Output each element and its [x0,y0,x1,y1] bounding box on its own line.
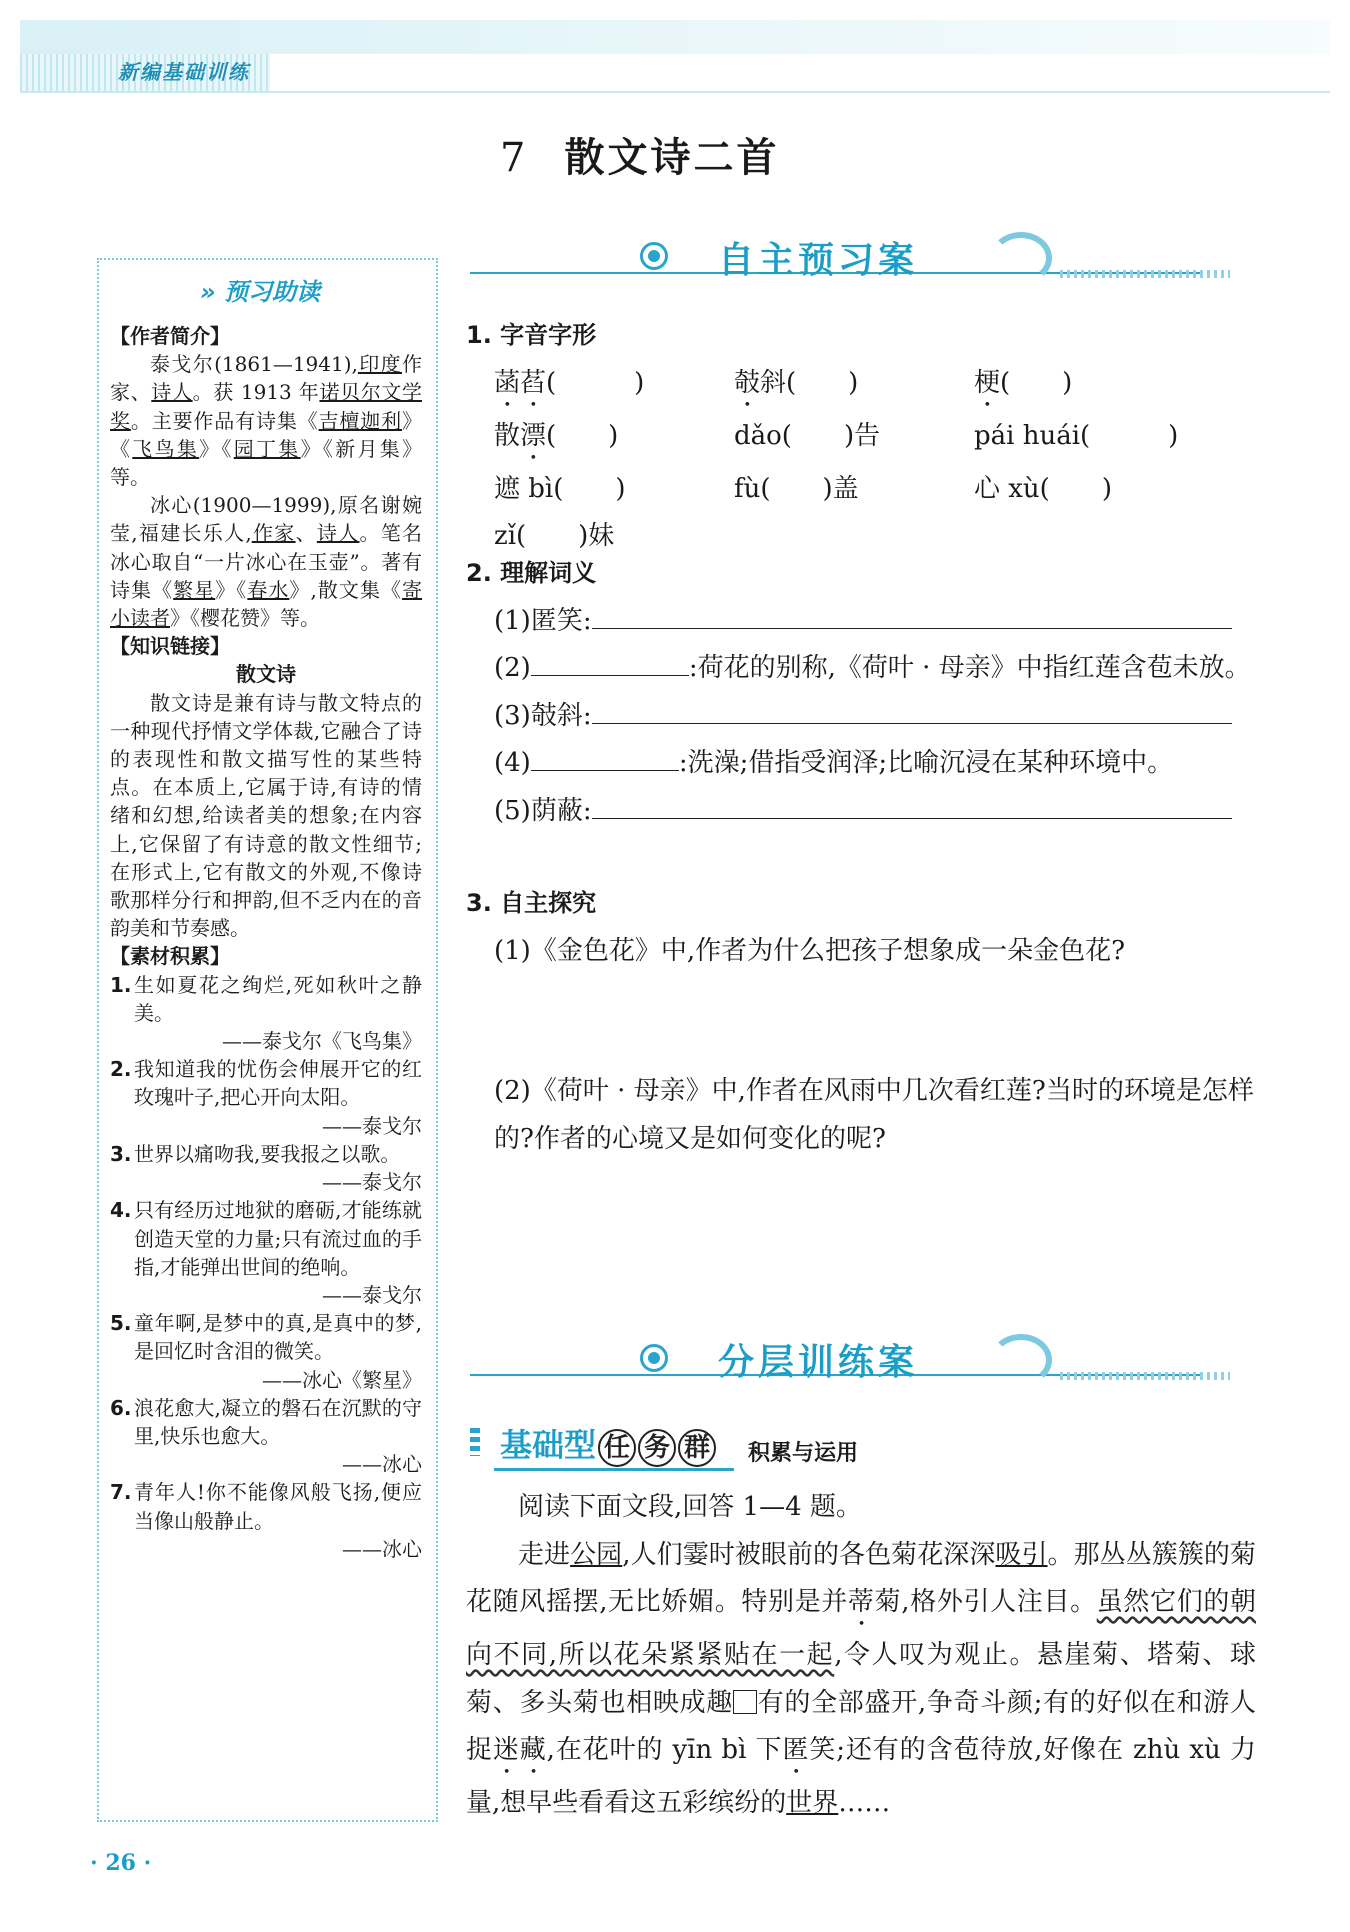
quote-row [110,1196,422,1281]
quote-number: 6. [110,1395,132,1420]
passage-seg: ,人们霎时被眼前的各色菊花深深 [622,1539,996,1570]
q1-cell [494,360,734,413]
q1-dotted-char: 漂 [520,420,547,451]
quote-item [110,1140,422,1196]
passage-intro: 阅读下面文段,回答 1—4 题。 [518,1492,862,1522]
quote-row [110,1394,422,1450]
quote-text: 童年啊,是梦中的真,是真中的梦,是回忆时含泪的微笑。 [134,1311,422,1364]
quote-source: ——冰心《繁星》 [262,1367,422,1392]
author-underlined: 园丁集 [233,436,301,461]
answer-blank[interactable] [592,628,1232,629]
q1-cell-text: dǎo( )告 [734,420,881,451]
lesson-title [500,126,779,183]
answer-blank[interactable] [531,770,679,771]
sidebar-body [110,322,422,1563]
passage-dotted: 匿 [782,1735,810,1765]
quote-item [110,1478,422,1563]
q2-item-1-text: (1)匿笑: [494,605,592,636]
material-label: 【素材积累】 [110,944,230,969]
lesson-number: 7 [500,135,529,181]
knowledge-text: 散文诗是兼有诗与散文特点的一种现代抒情文学体裁,它融合了诗的表现性和散文描写性的某些特点。在本质上,它属于诗,有诗的情绪和幻想,给读者美的想象;在内容上,它保留了有诗意的散文性细节;在形式上,它有散文的外观,不像诗歌那样分行和押韵,但不乏内在的音韵美和节奏感。 [110,690,422,941]
quote-text: 我知道我的忧伤会伸展开它的红玫瑰叶子,把心开向太阳。 [134,1057,422,1110]
circled-char: 务 [638,1429,676,1467]
quote-text: 只有经历过地狱的磨砺,才能练就创造天堂的力量;只有流过血的手指,才能弹出世间的绝响。 [134,1198,422,1279]
quote-number: 2. [110,1057,132,1082]
q1-cell [734,413,974,466]
quote-number: 7. [110,1480,132,1505]
q1-title: 1. 字音字形 [466,321,597,349]
author-seg: 》,散文集《 [289,577,403,602]
quote-source: ——泰戈尔 [322,1170,422,1195]
task-underline [494,1468,734,1471]
swirl-icon [990,232,1052,284]
author-underlined: 诗人 [316,521,360,546]
quote-row [110,1140,422,1168]
author-underlined: 诗人 [151,380,193,405]
header-band [20,20,1330,54]
author-underlined: 诺贝尔文学奖 [110,380,423,433]
author-seg: 》《 [199,436,234,461]
quote-text: 世界以痛吻我,要我报之以歌。 [134,1141,401,1166]
q1-row [466,413,1256,466]
q1-dotted-char: 攲 [734,367,761,398]
sidebar-heading-text: 预习助读 [223,278,320,306]
passage-underlined: 世界 [786,1788,839,1818]
author-seg: 。笔名冰心取自“一片冰心在玉壶”。著有诗集《 [110,521,423,602]
passage-dotted: 迷藏 [492,1735,547,1765]
q1-cell-text: 心 xù( ) [974,473,1112,504]
quote-item [110,1055,422,1140]
quote-item [110,971,422,1056]
quote-text: 浪花愈大,凝立的磐石在沉默的守里,快乐也愈大。 [134,1395,422,1448]
author-seg: 》《 [110,408,423,461]
quote-item [110,1196,422,1309]
q1-cell [974,360,1214,413]
q1-cell [974,466,1214,514]
task-subtitle: 积累与运用 [748,1441,859,1466]
question-3 [466,880,1256,975]
author-tagore [110,350,422,491]
quote-text: 青年人!你不能像风般飞扬,便应当像山般静止。 [134,1480,422,1533]
q1-cell [494,413,734,466]
series-name: 新编基础训练 [118,60,250,84]
q1-cell-text: ( ) [546,367,645,398]
author-seg: 》《新月集》等。 [110,436,423,490]
magnifier-icon [640,1344,668,1372]
sidebar-heading [200,272,320,307]
q2-title: 2. 理解词义 [466,559,597,587]
banner-label: 自主预习案 [718,240,919,281]
quote-source: ——泰戈尔《飞鸟集》 [222,1029,422,1054]
q3-title: 3. 自主探究 [466,889,597,917]
q2-item-3-text: (3)攲斜: [494,700,592,731]
author-underlined: 飞鸟集 [132,436,200,461]
author-seg: 。主要作品有诗集《 [130,408,319,433]
passage-seg: ,令人叹为观止。悬崖菊、塔菊、球菊、多头菊也相映成趣 [466,1640,1257,1718]
author-underlined: 春水 [247,577,290,602]
passage-seg: 笑;还有的含苞待放,好像在 zhù xù 力量,想早些看看这五彩缤纷的 [466,1735,1256,1818]
q1-cell [734,466,974,514]
passage-underlined: 公园 [570,1539,623,1570]
q2-item-2-num: (2) [494,653,531,683]
quote-number: 4. [110,1198,132,1223]
quote-source: ——泰戈尔 [322,1282,422,1307]
author-underlined: 吉檀迦利 [318,408,403,433]
q1-cell [494,466,734,514]
double-chevron-icon: » [200,278,216,306]
knowledge-title: 散文诗 [236,662,296,687]
q1-cell [734,360,974,413]
passage-seg: ,在花叶的 yīn bì 下 [546,1735,783,1765]
author-label: 【作者简介】 [110,324,230,348]
header-line [20,91,1330,93]
q1-grid [466,360,1256,561]
quote-item [110,1394,422,1479]
q1-row [466,466,1256,514]
page-number: · 26 · [90,1850,152,1876]
quote-source: ——冰心 [342,1536,422,1561]
lesson-title-text: 散文诗二首 [564,134,780,181]
quote-row [110,1309,422,1365]
quote-row [110,1055,422,1111]
q3-item-1: (1)《金色花》中,作者为什么把孩子想象成一朵金色花? [494,935,1126,966]
passage-seg: 。那丛丛簇簇的菊花随风摇摆,无比娇媚。特别是并 [466,1539,1256,1617]
quote-number: 1. [110,972,132,997]
q2-item-5 [466,788,1256,836]
q2-item-4-text: :洗澡;借指受润泽;比喻沉浸在某种环境中。 [678,748,1174,778]
quote-row [110,971,422,1027]
quote-number: 5. [110,1311,132,1336]
author-seg: 泰戈尔(1861—1941), [150,352,358,377]
question-3-2 [466,1068,1256,1163]
magnifier-icon [640,242,668,270]
knowledge-label: 【知识链接】 [110,634,230,659]
q1-cell-text: fù( )盖 [734,473,859,504]
q1-cell-text: ( ) [1000,367,1073,398]
quote-number: 3. [110,1141,132,1166]
quote-source: ——泰戈尔 [322,1113,422,1138]
quote-row [110,1478,422,1534]
author-underlined: 作家 [251,521,296,546]
banner-dots [1060,1372,1230,1380]
q2-item-5-text: (5)荫蔽: [494,795,592,826]
q2-item-2 [466,645,1256,693]
passage-seg: 走进 [518,1539,571,1570]
q1-cell [974,413,1214,466]
passage-dotted: 蒂 [847,1587,875,1617]
q1-cell-text: 遮 bì( ) [494,473,626,504]
banner-dots [1060,270,1230,278]
task-bar-icon [470,1428,480,1456]
reading-passage [466,1484,1256,1828]
passage-seg: 菊,格外引人注目。 [874,1587,1097,1617]
author-bingxin [110,491,422,632]
layered-banner [470,1330,1230,1390]
author-seg: 。获 1913 年 [192,380,320,405]
author-underlined: 印度 [357,352,403,377]
q2-item-3 [466,693,1256,741]
preview-banner [470,228,1230,288]
q2-item-1 [466,598,1256,646]
circled-char: 任 [598,1429,636,1467]
passage-underlined: 吸引 [995,1539,1048,1570]
quote-text: 生如夏花之绚烂,死如秋叶之静美。 [134,972,422,1025]
passage-seg: …… [838,1788,891,1818]
q3-item-2: (2)《荷叶 · 母亲》中,作者在风雨中几次看红莲?当时的环境是怎样的?作者的心境又是如何变化的呢? [494,1076,1254,1154]
task-title [500,1420,716,1467]
task-prefix: 基础型 [500,1426,597,1464]
quote-source: ——冰心 [342,1452,422,1477]
q2-item-2-text: :荷花的别称,《荷叶 · 母亲》中指红莲含苞未放。 [688,653,1251,683]
q1-cell-text: 散 [494,420,521,451]
passage-seg: 有的全部盛开,争奇斗颜;有的好似在和游人捉 [466,1687,1256,1765]
punctuation-box[interactable] [733,1690,757,1714]
author-seg: 、 [295,521,317,546]
answer-blank[interactable] [592,723,1232,724]
passage-wavy: 虽然它们的朝向不同,所以花朵紧紧贴在一起 [466,1587,1256,1670]
passage-text [466,1532,1256,1828]
q1-cell-text: zǐ( )妹 [494,521,615,551]
q2-item-4 [466,740,1256,788]
q1-row [466,360,1256,413]
q1-cell-text: ( ) [546,420,619,451]
banner-label: 分层训练案 [718,1342,919,1383]
question-1 [466,312,1256,561]
swirl-icon [990,1334,1052,1386]
q2-item-4-num: (4) [494,748,531,778]
author-underlined: 寄小读者 [110,577,423,631]
author-seg: 》《 [215,577,248,602]
answer-blank[interactable] [592,818,1232,819]
quote-item [110,1309,422,1394]
question-2 [466,550,1256,835]
author-seg: 冰心(1900—1999),原名谢婉莹,福建长乐人, [110,493,422,546]
author-underlined: 繁星 [173,577,216,602]
author-seg: 》《樱花赞》等。 [170,606,320,631]
answer-blank[interactable] [531,675,689,676]
q1-dotted-char: 梗 [974,367,1001,398]
q1-cell-text: 斜( ) [760,367,859,398]
author-seg: 作家、 [110,352,423,405]
q1-cell-text: pái huái( ) [974,420,1179,451]
circled-char: 群 [678,1429,716,1467]
quote-list [110,971,422,1563]
q1-dotted-char: 菡萏 [494,367,547,398]
